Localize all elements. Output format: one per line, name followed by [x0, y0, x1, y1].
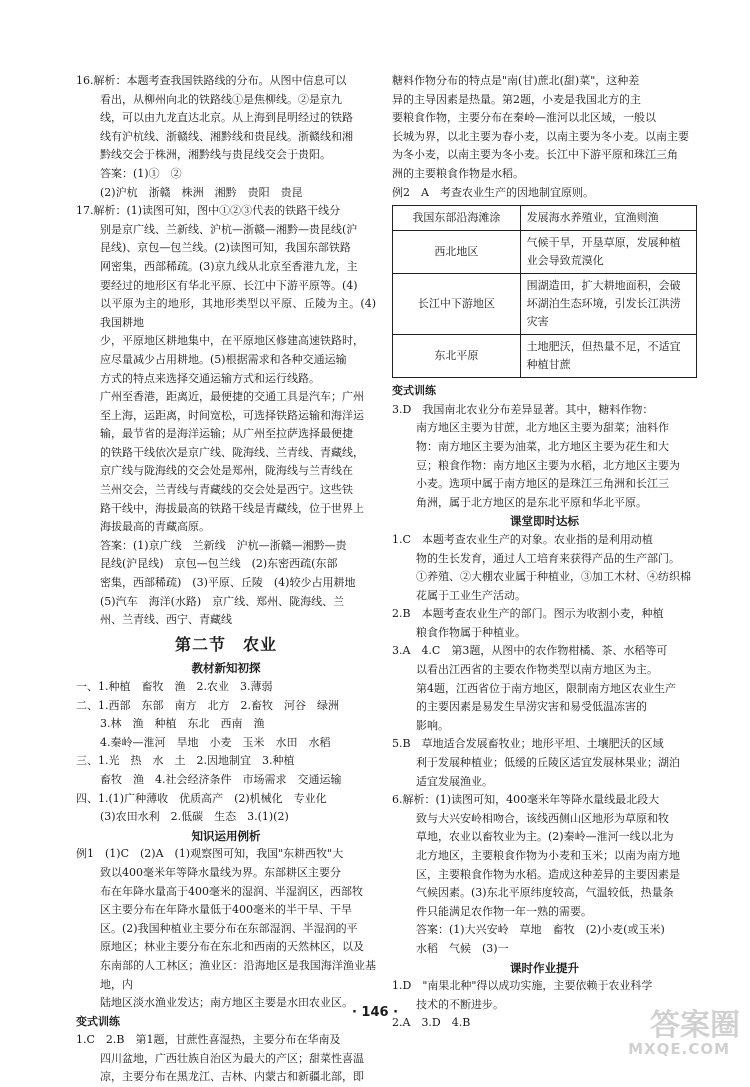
text-line: 1.D "南果北种"得以成功实施，主要依赖于农业科学	[392, 979, 653, 993]
text-line: 2.A 3.D 4.B	[392, 1016, 471, 1030]
text-line: 输，最节省的是海洋运输；从广州至拉萨选择最便捷	[100, 427, 353, 441]
text-line: 1.C 2.B 第1题，甘蔗性喜湿热，主要分布在华南及	[76, 1033, 341, 1047]
left-column	[76, 72, 376, 1087]
table-cell: 长江中下游地区	[393, 274, 521, 335]
text-line: 利于发展种植业；低缓的丘陵区适宜发展林果业；湖泊	[416, 756, 680, 770]
text-line: 异的主导因素是热量。第2题，小麦是我国北方的主	[392, 92, 641, 106]
watermark-text: 答案圈	[650, 1008, 740, 1043]
text-line: 至上海，运距离，时间宽松，可选择铁路运输和海洋运	[100, 408, 364, 422]
text-line: 路干线中，海拔最高的铁路干线是青藏线，位于世界上	[100, 501, 364, 515]
text-line: 北方地区，主要粮食作物为小麦和玉米；以南为南方地	[416, 849, 680, 862]
text-line: 海拔最高的青藏高原。	[100, 520, 210, 534]
table-cell: 东北平原	[393, 335, 521, 378]
text-line: 昆线)、京包—包兰线。(2)读图可知，我国东部铁路	[100, 241, 351, 255]
text-line: 的主要因素是易发生旱涝灾害和易受低温冻害的	[416, 700, 647, 714]
text-line: 线，可以由九龙直达北京。从上海到昆明经过的铁路	[100, 111, 353, 125]
text-line: 京广线与陇海线的交会处是郑州，陇海线与兰青线在	[100, 464, 353, 478]
answer-line: (5)汽车 海洋(水路) 京广线、郑州、陇海线、兰	[100, 594, 345, 608]
subsection-heading: 知识运用例析	[191, 828, 261, 843]
text-line: 第4题，江西省位于南方地区，限制南方地区农业生产	[416, 681, 676, 695]
subsection-heading: 课时作业提升	[510, 960, 579, 975]
text-line: 网密集，西部稀疏。(3)京九线从北京至香港九龙，主	[100, 259, 358, 273]
text-line: 陆地区淡水渔业发达；南方地区主要是水田农业区。	[100, 996, 353, 1010]
text-line: 3.D 我国南北农业分布差异显著。其中，糖料作物：	[392, 402, 654, 416]
table-cell: 围湖造田，扩大耕地面积，会破坏湖泊生态环境，引发长江洪涝灾害	[520, 274, 696, 335]
text-line: 影响。	[416, 718, 449, 732]
text-line: 角洲，属于北方地区的是东北平原和华北平原。	[416, 495, 647, 509]
text-line: 小麦。选项中属于南方地区的是珠江三角洲和长江三	[416, 477, 669, 491]
text-line: 兰州交会，兰青线与青藏线的交会处是西宁。这些铁	[100, 483, 353, 497]
classroom-practice	[392, 531, 697, 921]
text-line: 的铁路干线依次是京广线、陇海线、兰青线、青藏线，	[100, 445, 364, 459]
example-1	[76, 845, 376, 1012]
q6-answer	[392, 921, 697, 958]
variant-training-3	[392, 401, 697, 513]
text-line: 应尽量减少占用耕地。(5)根据需求和各种交通运输	[100, 352, 347, 366]
text-line: 件只能满足农作物一年一熟的需要。	[416, 904, 592, 918]
table-cell: 土地肥沃，但热量不足，不适宜种植甘蔗	[520, 335, 696, 378]
answer-line: (3)农田水利 2.低碳 生态 3.(1)(2)	[100, 810, 289, 824]
text-line: 以平原为主的地形，其地形类型以平原、丘陵为主。(4)我国耕地	[100, 297, 376, 329]
answer-line: 水稻 气候 (3)一	[416, 941, 509, 955]
text-line: 1.C 本题考查农业生产的对象。农业指的是利用动植	[392, 532, 653, 546]
section-title: 第二节 农业	[174, 634, 277, 654]
text-line: 5.B 草地适合发展畜牧业；地形平坦、土壤肥沃的区域	[392, 737, 664, 751]
text-line: ①养殖、②大棚农业属于种植业，③加工木材、④纺织棉	[416, 570, 691, 584]
answer-line: 答案：(1)① ②	[100, 166, 182, 180]
textbook-answers	[76, 678, 376, 827]
text-line: 16.解析：本题考查我国铁路线的分布。从图中信息可以	[76, 74, 347, 87]
answer-line: 一、1.种植 畜牧 渔 2.农业 3.薄弱	[76, 680, 273, 693]
watermark-logo	[590, 1000, 740, 1060]
answer-line: 答案：(1)京广线 兰新线 沪杭—浙赣—湘黔—贵	[100, 538, 347, 552]
text-line: 区，主要粮食作物为水稻。造成这种差异的主要因素是	[416, 867, 680, 881]
answer-line: 州、兰青线、西宁、青藏线	[100, 613, 232, 627]
answer-line: 四、1.(1)广种薄收 优质高产 (2)机械化 专业化	[76, 791, 327, 805]
text-line: 例1 (1)C (2)A (1)观察图可知，我国"东耕西牧"大	[76, 847, 344, 861]
text-line: 3.A 4.C 第3题，从图中的农作物柑橘、茶、水稻等可	[392, 644, 668, 658]
text-line: 草地，农业以畜牧业为主。(2)秦岭—淮河一线以北为	[416, 830, 674, 844]
variant-training	[76, 1031, 376, 1087]
answer-line: 密集，西部稀疏) (3)平原、丘陵 (4)较少占用耕地	[100, 576, 356, 590]
text-line: 气候因素。(3)东北平原纬度较高，气温较低，热量条	[416, 886, 674, 900]
text-line: 以看出江西省的主要农作物类型以南方地区为主。	[416, 663, 658, 677]
answer-line: 畜牧 渔 4.社会经济条件 市场需求 交通运输	[100, 772, 342, 786]
text-line: 花属于工业生产活动。	[416, 588, 526, 602]
text-line: 长城为界，以北主要为春小麦，以南主要为冬小麦。以南主要	[392, 129, 689, 143]
text-line: 区主要分布在年降水量低于400毫米的半干旱、干旱	[100, 903, 352, 917]
variant-training-label: 变式训练	[76, 1014, 120, 1028]
text-line: 糖料作物分布的特点是"南(甘)蔗北(甜)菜"，这种差	[392, 74, 640, 87]
answer-line: 3.林 渔 种植 东北 西南 渔	[100, 717, 265, 731]
q16-explanation	[76, 72, 376, 165]
variant-training-label: 变式训练	[392, 384, 436, 398]
text-line: 要经过的地形区有华北平原、长江中下游平原等。(4)	[100, 278, 358, 292]
example-2: 例2 A 考查农业生产的因地制宜原则。	[392, 185, 594, 199]
text-line: 看出，从柳州向北的铁路线①是焦柳线。②是京九	[100, 92, 342, 106]
text-line: 17.解析：(1)读图可知，图中①②③代表的铁路干线分	[76, 204, 341, 218]
table-row	[393, 231, 697, 274]
q17-explanation	[76, 202, 376, 537]
text-line: 布在年降水量高于400毫米的湿润、半湿润区，西部牧	[100, 884, 363, 898]
text-line: 物：南方地区主要为油菜，北方地区主要为花生和大	[416, 439, 669, 453]
text-line: 适宜发展渔业。	[416, 774, 493, 788]
text-line: 洲的主要粮食作物是水稻。	[392, 166, 524, 180]
continued-explanation	[392, 72, 697, 184]
table-cell: 气候干旱，开垦草原，发展种植业会导致荒漠化	[520, 231, 696, 274]
q17-answer	[76, 537, 376, 630]
agriculture-table	[392, 205, 697, 378]
watermark-url: MXQE.COM	[628, 1040, 730, 1058]
table-row	[393, 206, 697, 231]
text-line: 黔线交会于株洲，湘黔线与贵昆线交会于贵阳。	[100, 148, 331, 162]
text-line: 致以400毫米年等降水量线为界。东部耕区主要分	[100, 865, 341, 879]
text-line: 2.B 本题考查农业生产的部门。图示为收割小麦，种植	[392, 607, 664, 621]
q16-answer	[76, 165, 376, 202]
text-line: 南方地区主要为甘蔗，北方地区主要为甜菜；油料作	[416, 421, 669, 435]
table-row	[393, 274, 697, 335]
text-line: 为冬小麦，以南主要为冬小麦。长江中下游平原和珠江三角	[392, 148, 678, 162]
text-line: 原地区；林业主要分布在东北和西南的天然林区，以及	[100, 940, 364, 954]
text-line: 致与大兴安岭相吻合，该线西侧山区地形为草原和牧	[416, 811, 669, 825]
text-line: 别是京广线、兰新线、沪杭—浙赣—湘黔—贵昆线(沪	[100, 222, 358, 236]
subsection-heading: 教材新知初探	[191, 661, 261, 676]
text-line: 东南部的人工林区；渔业区：沿海地区是我国海洋渔业基地，内	[100, 958, 376, 991]
text-line: 线有沪杭线、浙赣线、湘黔线和贵昆线。浙赣线和湘	[100, 129, 353, 143]
answer-line: 三、1.光 热 水 土 2.因地制宜 3.种植	[76, 754, 295, 768]
answer-line: (2)沪杭 浙赣 株洲 湘黔 贵阳 贵昆	[100, 185, 303, 199]
right-column	[392, 72, 697, 1033]
table-cell: 西北地区	[393, 231, 521, 274]
text-line: 豆；粮食作物：南方地区主要为水稻，北方地区主要为	[416, 458, 680, 472]
table-cell: 我国东部沿海滩涂	[393, 206, 521, 231]
table-row	[393, 335, 697, 378]
text-line: 区。(2)我国种植业主要分布在东部湿润、半湿润的平	[100, 921, 358, 935]
answer-line: 昆线(沪昆线) 京包—包兰线 (2)东密西疏(东部	[100, 557, 338, 571]
text-line: 方式的特点来选择交通运输方式和运行线路。	[100, 371, 320, 385]
answer-line: 4.秦岭—淮河 旱地 小麦 玉米 水田 水稻	[100, 735, 331, 749]
text-line: 物的生长发育，通过人工培育来获得产品的生产部门。	[416, 551, 680, 565]
text-line: 少，平原地区耕地集中，在平原地区修建高速铁路时，	[100, 334, 364, 348]
subsection-heading: 课堂即时达标	[510, 514, 579, 529]
text-line: 粮食作物属于种植业。	[416, 625, 526, 639]
page-number: · 146 ·	[351, 1005, 399, 1020]
text-line: 要粮食作物，主要分布在秦岭—淮河以北区域，一般以	[392, 111, 656, 125]
table-cell: 发展海水养殖业，宜渔则渔	[520, 206, 696, 231]
answer-line: 二、1.西部 东部 南方 北方 2.畜牧 河谷 绿洲	[76, 698, 339, 712]
text-line: 凉，主要分布在黑龙江、吉林、内蒙古和新疆北部，即	[100, 1070, 364, 1084]
text-line: 广州至香港，距离近，最便捷的交通工具是汽车；广州	[100, 390, 364, 404]
text-line: 四川盆地，广西壮族自治区为最大的产区；甜菜性喜温	[100, 1051, 364, 1065]
text-line: 技术的不断进步。	[416, 997, 504, 1011]
answer-line: 答案：(1)大兴安岭 草地 畜牧 (2)小麦(或玉米)	[416, 923, 665, 937]
text-line: 6.解析：(1)读图可知，400毫米年等降水量线最北段大	[392, 793, 660, 807]
